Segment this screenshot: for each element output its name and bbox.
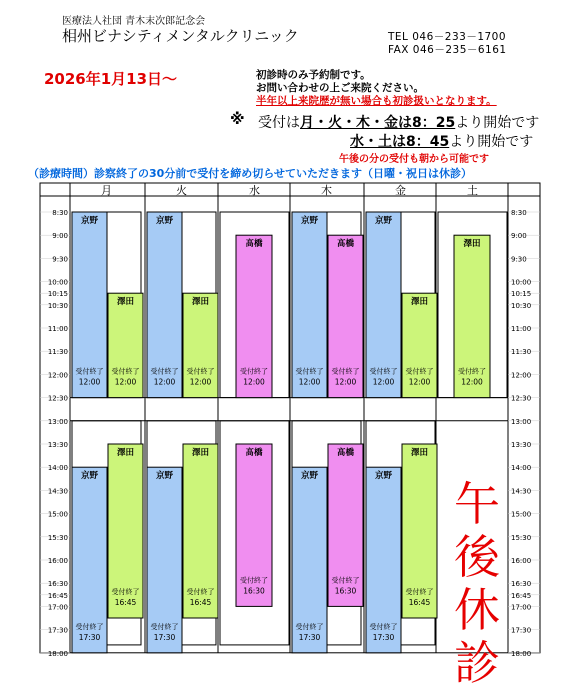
time-label-left-12: 14:00 (47, 464, 68, 473)
time-label-right-21: 18:00 (511, 649, 532, 658)
reception-post-1: より開始です (455, 115, 540, 131)
time-label-left-9: 12:30 (47, 394, 68, 403)
time-label-left-2: 9:30 (52, 255, 68, 264)
time-label-right-3: 10:00 (511, 278, 532, 287)
time-label-right-10: 13:00 (511, 417, 532, 426)
time-label-left-0: 8:30 (52, 209, 68, 217)
day-header-1: 火 (176, 184, 187, 197)
time-label-left-14: 15:00 (47, 510, 68, 519)
time-label-right-8: 12:00 (511, 371, 532, 380)
reception-end-time-0: 12:00 (78, 377, 101, 387)
organization-name: 医療法人社団 青木末次郎記念会 (62, 16, 206, 27)
reception-end-time-8: 12:00 (243, 377, 265, 387)
notice-bar-bracket: （診療時間） (28, 167, 94, 180)
time-label-left-11: 13:30 (47, 441, 68, 449)
reception-end-label-16: 受付終了 (369, 622, 398, 631)
doctor-name-12: 京野 (300, 471, 319, 482)
doctor-name-5: 澤田 (191, 297, 210, 308)
reception-end-time-14: 12:00 (372, 377, 395, 387)
reception-end-label-10: 受付終了 (295, 367, 324, 376)
reception-end-label-2: 受付終了 (75, 622, 104, 631)
reception-end-label-9: 受付終了 (240, 576, 268, 585)
reception-end-label-11: 受付終了 (331, 367, 360, 376)
time-label-left-4: 10:15 (47, 290, 68, 299)
time-label-left-6: 11:00 (47, 325, 68, 333)
day-header-0: 月 (101, 184, 112, 197)
time-label-right-2: 9:30 (511, 255, 527, 264)
doctor-name-15: 澤田 (410, 297, 429, 308)
doctor-name-2: 京野 (80, 471, 99, 482)
reception-end-label-18: 受付終了 (458, 367, 486, 376)
doctor-name-4: 京野 (155, 216, 174, 226)
notice-line-3: 半年以上来院歴が無い場合も初診扱いとなります。 (256, 95, 497, 107)
fax-number: FAX 046－235－6161 (388, 44, 507, 56)
reception-end-label-12: 受付終了 (295, 622, 324, 631)
doctor-name-14: 京野 (374, 216, 393, 226)
time-label-left-1: 9:00 (52, 232, 68, 241)
reception-end-time-3: 16:45 (114, 598, 137, 607)
doctor-name-9: 髙橋 (245, 448, 263, 458)
notice-bar-holiday: （日曜・祝日は休診） (361, 167, 472, 180)
time-label-right-12: 14:00 (511, 464, 532, 473)
doctor-name-6: 京野 (155, 471, 174, 482)
day-header-5: 土 (467, 184, 478, 197)
day-header-4: 金 (395, 184, 406, 197)
reception-end-time-15: 12:00 (408, 377, 431, 387)
time-label-left-17: 16:30 (47, 580, 68, 589)
time-label-right-14: 15:00 (511, 510, 532, 519)
reception-end-label-7: 受付終了 (186, 588, 215, 596)
reception-end-time-1: 12:00 (114, 377, 137, 387)
reception-end-time-2: 17:30 (78, 632, 101, 642)
time-label-right-7: 11:30 (511, 348, 532, 357)
reception-end-time-11: 12:00 (334, 377, 357, 387)
time-label-right-9: 12:30 (511, 394, 532, 403)
doctor-name-1: 澤田 (116, 297, 135, 308)
doctor-name-7: 澤田 (191, 448, 210, 458)
reception-end-time-10: 12:00 (298, 377, 321, 387)
afternoon-closed-label: 午後休診 (454, 477, 500, 690)
time-label-left-18: 16:45 (47, 591, 68, 600)
reception-line-3: 午後の分の受付も朝から可能です (339, 154, 489, 165)
time-label-right-20: 17:30 (511, 626, 532, 635)
tel-number: TEL 046－233－1700 (388, 31, 507, 43)
time-label-left-10: 13:00 (47, 417, 68, 426)
time-label-right-17: 16:30 (511, 580, 532, 589)
reception-end-time-16: 17:30 (372, 632, 395, 642)
time-label-right-1: 9:00 (511, 232, 527, 241)
time-label-right-16: 16:00 (511, 557, 532, 565)
reception-end-label-17: 受付終了 (405, 588, 434, 596)
reception-end-time-7: 16:45 (189, 598, 212, 607)
reception-end-time-13: 16:30 (334, 586, 357, 596)
reception-end-label-15: 受付終了 (405, 367, 434, 376)
time-label-left-21: 18:00 (47, 649, 68, 658)
reception-end-label-13: 受付終了 (331, 576, 360, 585)
time-label-right-19: 17:00 (511, 603, 532, 612)
reception-pre: 受付は (258, 115, 300, 131)
time-label-left-7: 11:30 (47, 348, 68, 357)
time-label-right-6: 11:00 (511, 325, 532, 333)
clinic-name: 相州ビナシティメンタルクリニック (62, 27, 299, 45)
time-label-right-0: 8:30 (511, 209, 527, 217)
doctor-name-11: 髙橋 (336, 239, 355, 250)
reception-end-time-6: 17:30 (153, 632, 176, 642)
doctor-name-18: 澤田 (463, 239, 481, 250)
doctor-name-8: 髙橋 (245, 239, 263, 250)
time-label-left-5: 10:30 (47, 301, 68, 310)
reception-end-label-8: 受付終了 (240, 367, 268, 376)
time-label-left-16: 16:00 (47, 557, 68, 565)
reception-end-label-6: 受付終了 (150, 622, 179, 631)
time-label-left-3: 10:00 (47, 278, 68, 287)
doctor-name-0: 京野 (80, 216, 99, 226)
time-label-right-5: 10:30 (511, 301, 532, 310)
reception-end-time-18: 12:00 (461, 377, 483, 387)
reception-end-label-5: 受付終了 (186, 367, 215, 376)
notice-line-2: お問い合わせの上ご来院ください。 (256, 82, 424, 94)
time-label-left-13: 14:30 (47, 487, 68, 496)
reception-end-label-3: 受付終了 (111, 588, 140, 596)
time-label-right-15: 15:30 (511, 533, 532, 542)
reception-end-label-0: 受付終了 (75, 367, 104, 376)
notice-bar-main: 診察終了の30分前で受付を締め切らせていただきます (94, 167, 362, 180)
doctor-name-3: 澤田 (116, 448, 135, 458)
time-label-left-19: 17:00 (47, 603, 68, 612)
doctor-name-17: 澤田 (410, 448, 429, 458)
time-label-left-8: 12:00 (47, 371, 68, 380)
time-label-right-11: 13:30 (511, 441, 532, 449)
reception-end-time-5: 12:00 (189, 377, 212, 387)
time-label-right-4: 10:15 (511, 290, 532, 299)
reception-end-label-14: 受付終了 (369, 367, 398, 376)
doctor-name-16: 京野 (374, 471, 393, 482)
reception-end-time-4: 12:00 (153, 377, 176, 387)
day-header-3: 木 (321, 184, 332, 197)
doctor-name-13: 髙橋 (336, 448, 355, 458)
doctor-name-10: 京野 (300, 216, 319, 226)
reception-days-2: 水・土は8：45 (350, 134, 450, 150)
reference-mark: ※ (230, 110, 245, 128)
time-label-left-20: 17:30 (47, 626, 68, 635)
reception-end-label-4: 受付終了 (150, 367, 179, 376)
reception-end-time-12: 17:30 (298, 632, 321, 642)
reception-post-2: より開始です (449, 134, 534, 150)
reception-end-time-17: 16:45 (408, 598, 431, 607)
time-label-left-15: 15:30 (47, 533, 68, 542)
time-label-right-13: 14:30 (511, 487, 532, 496)
start-date: 2026年1月13日～ (44, 70, 178, 88)
reception-end-time-9: 16:30 (243, 586, 265, 596)
notice-line-1: 初診時のみ予約制です。 (256, 69, 371, 81)
time-label-right-18: 16:45 (511, 591, 532, 600)
reception-end-label-1: 受付終了 (111, 367, 140, 376)
day-header-2: 水 (249, 184, 260, 197)
reception-days-1: 月・火・木・金は8：25 (300, 115, 456, 131)
